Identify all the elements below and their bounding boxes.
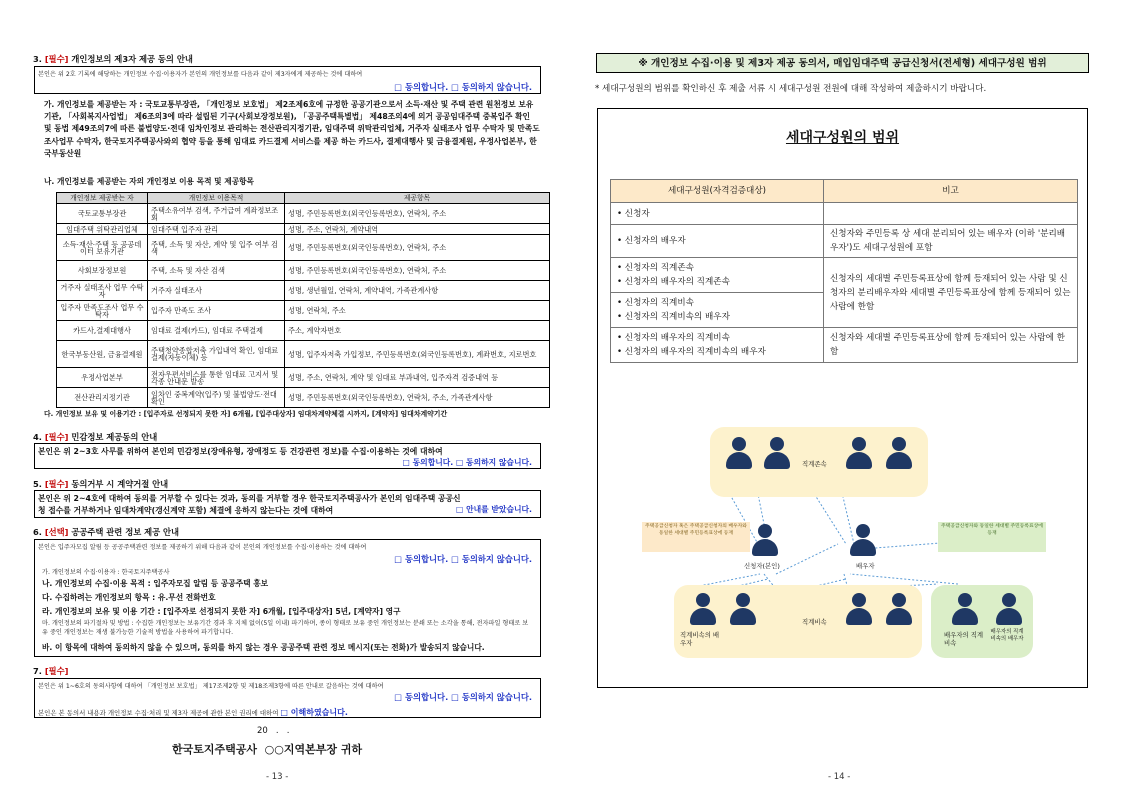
person-icon (884, 593, 914, 625)
scope-note: 신청자와 세대별 주민등록표상에 함께 등재되어 있는 사람에 한함 (824, 328, 1078, 363)
ancestor-label: 직계존속 (802, 460, 827, 468)
cell: 임대주택 위탁관리업체 (57, 224, 148, 235)
spouse-label: 배우자 (856, 562, 875, 570)
section-3-retention: 다. 개인정보 보유 및 이용기간 : [입주자로 선정되지 못한 자] 6개월, [입주대상자] 임대차계약체결 시까지, [계약자] 임대차계약기간 (44, 410, 448, 418)
cell: 주택, 소득 및 자산 검색 (148, 261, 285, 281)
section-7-understand-row (38, 707, 348, 718)
cell: 입주자 만족도 조사 (148, 301, 285, 321)
cell: 성명, 입주자저축 가입정보, 주민등록번호(외국인등록번호), 계좌번호, 지로번호 (285, 341, 550, 368)
cell: 성명, 주소, 연락처, 계약 및 임대료 부과내역, 입주자격 검증내역 등 (285, 368, 550, 388)
section-6-consent-box (34, 539, 541, 657)
section-4-consent-box (34, 443, 541, 469)
cell: 소득·재산·주택 등 공공데이터 보유기관 (57, 235, 148, 261)
section-3-consent-checkbox[interactable]: □ 동의합니다. □ 동의하지 않습니다. (394, 82, 532, 92)
page-number: - 13 - (266, 772, 289, 782)
section-3-heading: 3. [필수] 개인정보의 제3자 제공 동의 안내 (33, 54, 193, 64)
section-6-purpose: 나. 개인정보의 수집·이용 목적 : 입주자모집 알림 등 공공주택 홍보 (42, 579, 269, 588)
table-row (57, 281, 550, 301)
scope-note: 신청자와 주민등록 상 세대 분리되어 있는 배우자 (이하 '분리배우자')도 세대구성원에 포함 (824, 225, 1078, 258)
col-recipient: 개인정보 제공받는 자 (57, 193, 148, 204)
person-icon (724, 437, 754, 469)
cell: 한국부동산원, 금융결제원 (57, 341, 148, 368)
col-purpose: 개인정보 이용목적 (148, 193, 285, 204)
section-7-understand-checkbox[interactable]: □ 이해하였습니다. (280, 708, 348, 717)
section-6-refusal-notice: 바. 이 항목에 대하여 동의하지 않을 수 있으며, 동의를 하지 않는 경우 공공주택 관련 정보 메시지(또는 전화)가 발송되지 않습니다. (42, 643, 485, 652)
addressee: 한국토지주택공사 ○○지역본부장 귀하 (172, 743, 363, 756)
cell: 성명, 주민등록번호(외국인등록번호), 연락처, 주소 (285, 235, 550, 261)
spouse-descendant-label: 배우자의 직계비속 (944, 631, 984, 647)
table-row (57, 235, 550, 261)
section-3-intro: 본인은 위 2호 기록에 해당하는 개인정보 수집·이용자가 본인의 개인정보를 다음과 같이 제3자에게 제공하는 것에 대하여 (38, 71, 363, 78)
section-6-items: 다. 수집하려는 개인정보의 항목 : 유.무선 전화번호 (42, 593, 216, 602)
person-icon (994, 593, 1024, 625)
cell: 국토교통부장관 (57, 204, 148, 224)
person-icon (884, 437, 914, 469)
cell: 거주자 실태조사 (148, 281, 285, 301)
section-4-consent-checkbox[interactable]: □ 동의합니다. □ 동의하지 않습니다. (402, 458, 532, 467)
scope-frame (597, 108, 1088, 688)
cell: 주택청약종합저축 가입내역 확인, 임대료 결제(자동이체) 등 (148, 341, 285, 368)
person-icon (844, 437, 874, 469)
section-5-heading: 5. [필수] 동의거부 시 계약거절 안내 (33, 479, 169, 489)
cell: 거주자 실태조사 업무 수탁자 (57, 281, 148, 301)
cell: 성명, 주민등록번호(외국인등록번호), 연락처, 주소 (285, 261, 550, 281)
section-5-text: 본인은 위 2~4호에 대하여 동의를 거부할 수 있다는 것과, 동의를 거부할 경우 한국토지주택공사가 본인의 임대주택 공공신청 접수를 거부하거나 임대차계약(갱신계약 포함) 체결에 응하지 않는다는 것에 대하여 (38, 494, 461, 515)
section-6-collector: 가. 개인정보의 수집·이용자 : 한국토지주택공사 (42, 569, 170, 576)
table-row (57, 224, 550, 235)
table-row (57, 261, 550, 281)
section-4-heading: 4. [필수] 민감정보 제공동의 안내 (33, 432, 158, 442)
cell: 성명, 주소, 연락처, 계약내역 (285, 224, 550, 235)
section-7-heading: 7. [필수] (33, 666, 69, 676)
scope-col-note: 비고 (824, 180, 1078, 203)
left-page (0, 0, 560, 793)
cell: 임차인 중복계약(입주) 및 불법양도·전대 확인 (148, 388, 285, 408)
scope-member-line: • 신청자의 배우자의 직계비속의 배우자 (617, 347, 766, 357)
section-7-text: 본인은 위 1~6호의 동의사항에 대하여 「개인정보 보호법」 제17조제2항 및 제18조제3항에 따른 안내로 갈음하는 것에 대하여 (38, 683, 384, 690)
section-6-retention: 라. 개인정보의 보유 및 이용 기간 : [입주자로 선정되지 못한 자] 6개월, [입주대상자] 5년, [계약자] 영구 (42, 607, 401, 616)
cell: 주택, 소득 및 자산, 계약 및 입주 여부 검색 (148, 235, 285, 261)
section-5-consent-box (34, 490, 541, 518)
cell: 주소, 계약자번호 (285, 321, 550, 341)
section-3-purpose-heading: 나. 개인정보를 제공받는 자의 개인정보 이용 목적 및 제공항목 (44, 177, 254, 186)
cell: 사회보장정보원 (57, 261, 148, 281)
cell: 임대주택 입주자 관리 (148, 224, 285, 235)
date-field[interactable]: 20 . . (257, 726, 290, 736)
section-3-recipients: 가. 개인정보를 제공받는 자 : 국토교통부장관, 「개인정보 보호법」 제2조제6호에 규정한 공공기관으로서 소득·재산 및 주택 관련 원천정보 보유기관, 「사회복지사업법」 제6조의3에 따라 설립된 기구(사회보장정보원), 「공공주택특별법」 제48조의4에 의거 공공임대주택 중복입주 확인 및 동법 제49조의7에 따른 불법양도·전대 임차인정보 관리하는 전산관리지정기관, 임대주택 위탁관리업체, 거주자 실태조사 업무 수탁자 및 만족도 조사업무 수탁자, 한국토지주택공사와의 협약 등을 통해 임대료 카드결제 서비스를 제공 하는 카드사, 결제대행사 및 금융결제원, 우정사업본부, 한국부동산원 (44, 100, 540, 158)
section-6-heading: 6. [선택] 공공주택 관련 정보 제공 안내 (33, 527, 180, 537)
instruction-note: * 세대구성원의 범위를 확인하신 후 제출 서류 시 세대구성원 전원에 대해 작성하여 제출하시기 바랍니다. (595, 84, 987, 94)
scope-member: • 신청자의 배우자 (611, 225, 824, 258)
spouse-icon (848, 524, 878, 556)
cell: 임대료 결제(카드), 임대료 주택결제 (148, 321, 285, 341)
scope-title: 세대구성원의 범위 (785, 130, 900, 146)
section-7-consent-box (34, 678, 541, 718)
section-7-consent-checkbox[interactable]: □ 동의합니다. □ 동의하지 않습니다. (394, 692, 532, 702)
scope-member-line: • 신청자의 배우자의 직계존속 (617, 277, 730, 287)
section-3-consent-box (34, 66, 541, 94)
page-number: - 14 - (828, 772, 851, 782)
table-header-row (57, 193, 550, 204)
cell: 성명, 주민등록번호(외국인등록번호), 연락처, 주소, 가족관계사항 (285, 388, 550, 408)
table-row (57, 368, 550, 388)
applicant-icon (750, 524, 780, 556)
section-4-text: 본인은 위 2~3호 사무를 위하여 본인의 민감정보(장애유형, 장애정도 등 건강관련 정보)를 수집·이용하는 것에 대하여 (38, 447, 443, 456)
section-6-destruction: 마. 개인정보의 파기절차 및 방법 : 수집한 개인정보는 보유기간 경과 후 지체 없이(5일 이내) 파기하며, 종이 형태로 보유 중인 개인정보는 분쇄 또는 소각을 통해, 전자파일 형태로 보유 중인 개인정보는 재생 불가능한 기술적 방법을 사용하여 파기합니다. (42, 620, 529, 636)
family-diagram (598, 109, 1089, 689)
cell: 입주자 만족도조사 업무 수탁자 (57, 301, 148, 321)
person-icon (728, 593, 758, 625)
applicant-label: 신청자(본인) (744, 562, 780, 570)
section-6-intro: 본인은 입주자모집 알림 등 공공주택관련 정보를 제공하기 위해 다음과 같이 본인의 개인정보를 수집·이용하는 것에 대하여 (38, 544, 367, 551)
cell: 성명, 주민등록번호(외국인등록번호), 연락처, 주소 (285, 204, 550, 224)
cell: 주택소유여부 검색, 주거급여 계좌정보조회 (148, 204, 285, 224)
person-icon (950, 593, 980, 625)
cell: 전자우편서비스를 통한 임대료 고지서 및 각종 안내문 발송 (148, 368, 285, 388)
right-note: 주택공급신청자와 동일한 세대별 주민등록표상에 등재 (938, 522, 1046, 552)
section-7-text2: 본인은 본 동의서 내용과 개인정보 수집·처리 및 제3자 제공에 관한 본인 권리에 대하여 (38, 709, 279, 717)
descendant-spouse-label: 직계비속의 배우자 (680, 631, 720, 647)
section-6-consent-checkbox[interactable]: □ 동의합니다. □ 동의하지 않습니다. (394, 554, 532, 564)
provision-table (56, 192, 550, 408)
table-row (57, 204, 550, 224)
scope-col-member: 세대구성원(자격검증대상) (611, 180, 824, 203)
spouse-descendant-spouse-label: 배우자의 직계비속의 배우자 (990, 629, 1024, 642)
scope-member-line: • 신청자의 배우자의 직계비속 (617, 333, 730, 343)
cell: 우정사업본부 (57, 368, 148, 388)
table-row (57, 388, 550, 408)
scope-member-line: • 신청자의 직계비속 (617, 298, 694, 308)
right-page (560, 0, 1121, 793)
scope-member-line: • 신청자의 직계비속의 배우자 (617, 312, 730, 322)
person-icon (688, 593, 718, 625)
left-note: 주택공급신청자 혹은 주택공급신청자의 배우자와 동일한 세대별 주민등록표상에 등재 (642, 522, 750, 552)
scope-member-line: • 신청자의 직계존속 (617, 263, 694, 273)
person-icon (844, 593, 874, 625)
cell: 전산관리지정기관 (57, 388, 148, 408)
section-5-acknowledge-checkbox[interactable]: □ 안내를 받았습니다. (455, 505, 532, 514)
col-items: 제공항목 (285, 193, 550, 204)
person-icon (762, 437, 792, 469)
descendant-label: 직계비속 (802, 618, 827, 626)
page-title: ※ 개인정보 수집·이용 및 제3자 제공 동의서, 매입임대주택 공급신청서(전세형) 세대구성원 범위 (596, 53, 1089, 73)
cell: 성명, 생년월일, 연락처, 계약내역, 가족관계사항 (285, 281, 550, 301)
scope-member: • 신청자 (611, 203, 824, 225)
cell: 성명, 연락처, 주소 (285, 301, 550, 321)
table-row (57, 321, 550, 341)
table-row (57, 301, 550, 321)
scope-note: 신청자의 세대별 주민등록표상에 함께 등재되어 있는 사람 및 신청자의 분리배우자와 세대별 주민등록표상에 함께 등재되어 있는 사람에 한함 (824, 258, 1078, 328)
table-row (57, 341, 550, 368)
cell: 카드사,결제대행사 (57, 321, 148, 341)
